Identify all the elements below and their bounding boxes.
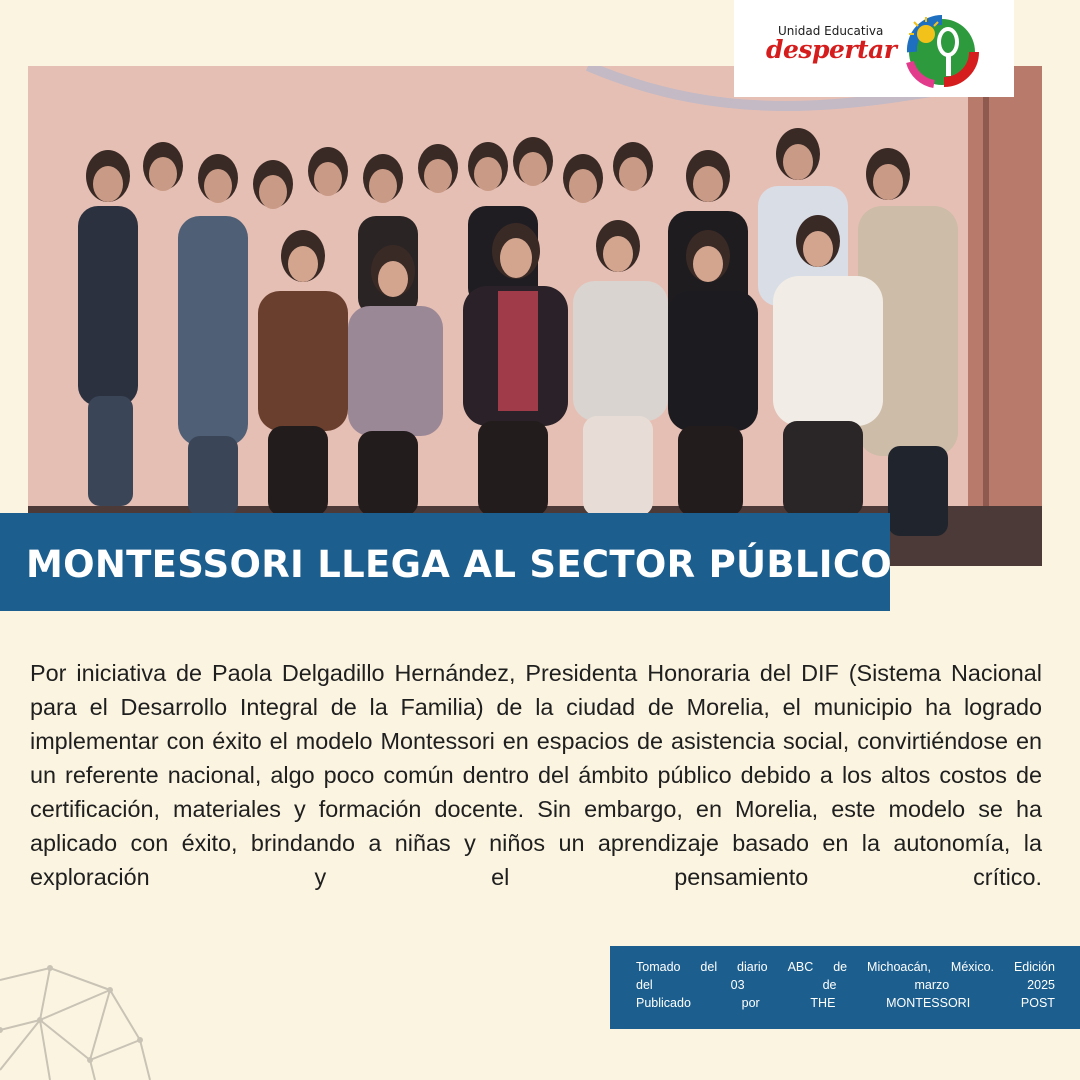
source-word: ABC xyxy=(787,960,814,974)
logo-subtitle: Unidad Educativa xyxy=(778,24,884,38)
article-body: Por iniciativa de Paola Delgadillo Hernández, Presidenta Honoraria del DIF (Sistema Nacional para el Desarrollo Integral de la Familia) de la ciudad de Morelia, el municipio ha logrado implementar con éxito el modelo Montessori en espacios de asistencia social, convirtiéndose en un referente nacional, algo poco común dentro del ámbito público debido a los altos costos de certificación, materiales y formación docente. Sin embargo, en Morelia, este modelo se ha aplicado con éxito, brindando a niñas y niños un aprendizaje basado en la autonomía, la exploración y el pensamiento crítico. xyxy=(30,660,1042,890)
source-word: MONTESSORI xyxy=(886,996,971,1010)
school-logo xyxy=(734,0,1014,97)
source-word: Tomado xyxy=(636,960,681,974)
source-line-3 xyxy=(636,996,1055,1010)
source-word: del xyxy=(636,978,653,992)
source-word: diario xyxy=(737,960,768,974)
source-citation xyxy=(610,946,1080,1029)
source-word: 2025 xyxy=(1027,978,1055,992)
tree-sun-logo-icon xyxy=(904,12,982,88)
source-word: Michoacán, xyxy=(867,960,931,974)
article-title: MONTESSORI LLEGA AL SECTOR PÚBLICO xyxy=(26,543,893,586)
group-photo xyxy=(28,66,1042,566)
group-photo-illustration xyxy=(28,66,1042,566)
source-word: del xyxy=(700,960,718,974)
source-word: POST xyxy=(1020,996,1055,1010)
source-word: de xyxy=(833,960,848,974)
source-word: de xyxy=(822,978,837,992)
source-word: por xyxy=(741,996,760,1010)
geodesic-sphere-icon xyxy=(0,960,160,1080)
logo-name: despertar xyxy=(766,35,897,64)
source-line-2 xyxy=(636,978,1055,992)
source-line-1 xyxy=(636,960,1055,974)
title-banner xyxy=(0,513,893,611)
source-word: THE xyxy=(810,996,836,1010)
source-word: 03 xyxy=(730,978,745,992)
source-word: México. xyxy=(950,960,994,974)
source-word: Edición xyxy=(1013,960,1055,974)
source-word: marzo xyxy=(914,978,950,992)
source-word: Publicado xyxy=(636,996,691,1010)
